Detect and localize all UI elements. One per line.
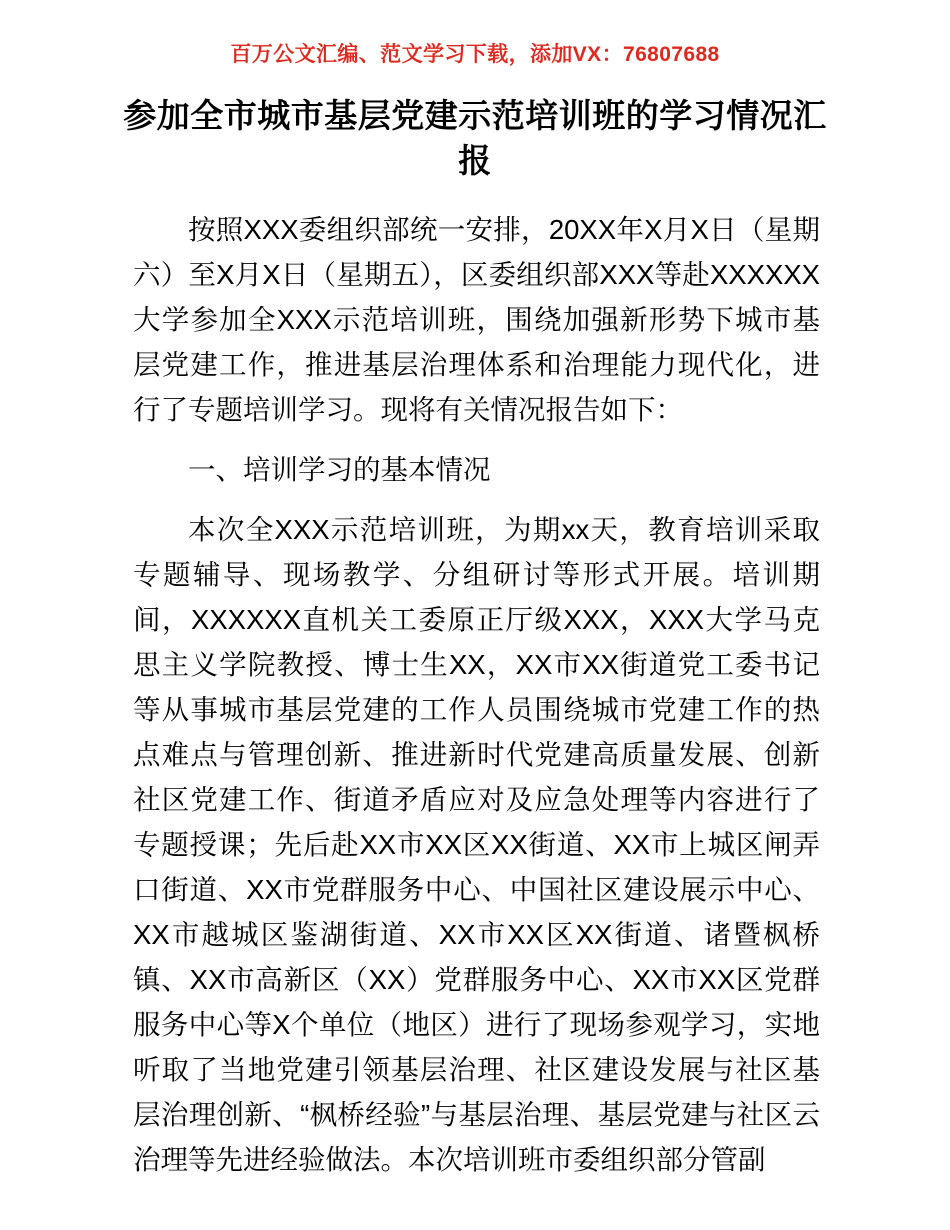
- document-body: [0, 207, 950, 1182]
- page-title: 参加全市城市基层党建示范培训班的学习情况汇报: [123, 97, 827, 179]
- promo-banner-text: 百万公文汇编、范文学习下载，添加VX：76807688: [230, 43, 720, 66]
- paragraph-intro: 按照XXX委组织部统一安排，20XX年X月X日（星期六）至X月X日（星期五），区委组织部XXX等赴XXXXXX大学参加全XXX示范培训班，围绕加强新形势下城市基层党建工作，推进基层治理体系和治理能力现代化，进行了专题培训学习。现将有关情况报告如下：: [133, 214, 820, 425]
- paragraph-section-1-body: 本次全XXX示范培训班，为期xx天，教育培训采取专题辅导、现场教学、分组研讨等形式开展。培训期间，XXXXXX直机关工委原正厅级XXX，XXX大学马克思主义学院教授、博士生XX，XX市XX街道党工委书记等从事城市基层党建的工作人员围绕城市党建工作的热点难点与管理创新、推进新时代党建高质量发展、创新社区党建工作、街道矛盾应对及应急处理等内容进行了专题授课；先后赴XX市XX区XX街道、XX市上城区闸弄口街道、XX市党群服务中心、中国社区建设展示中心、XX市越城区鉴湖街道、XX市XX区XX街道、诸暨枫桥镇、XX市高新区（XX）党群服务中心、XX市XX区党群服务中心等X个单位（地区）进行了现场参观学习，实地听取了当地党建引领基层治理、社区建设发展与社区基层治理创新、“枫桥经验”与基层治理、基层党建与社区云治理等先进经验做法。本次培训班市委组织部分管副: [133, 514, 820, 1175]
- section-heading-1: 一、培训学习的基本情况: [188, 454, 491, 485]
- promo-banner: [0, 0, 950, 65]
